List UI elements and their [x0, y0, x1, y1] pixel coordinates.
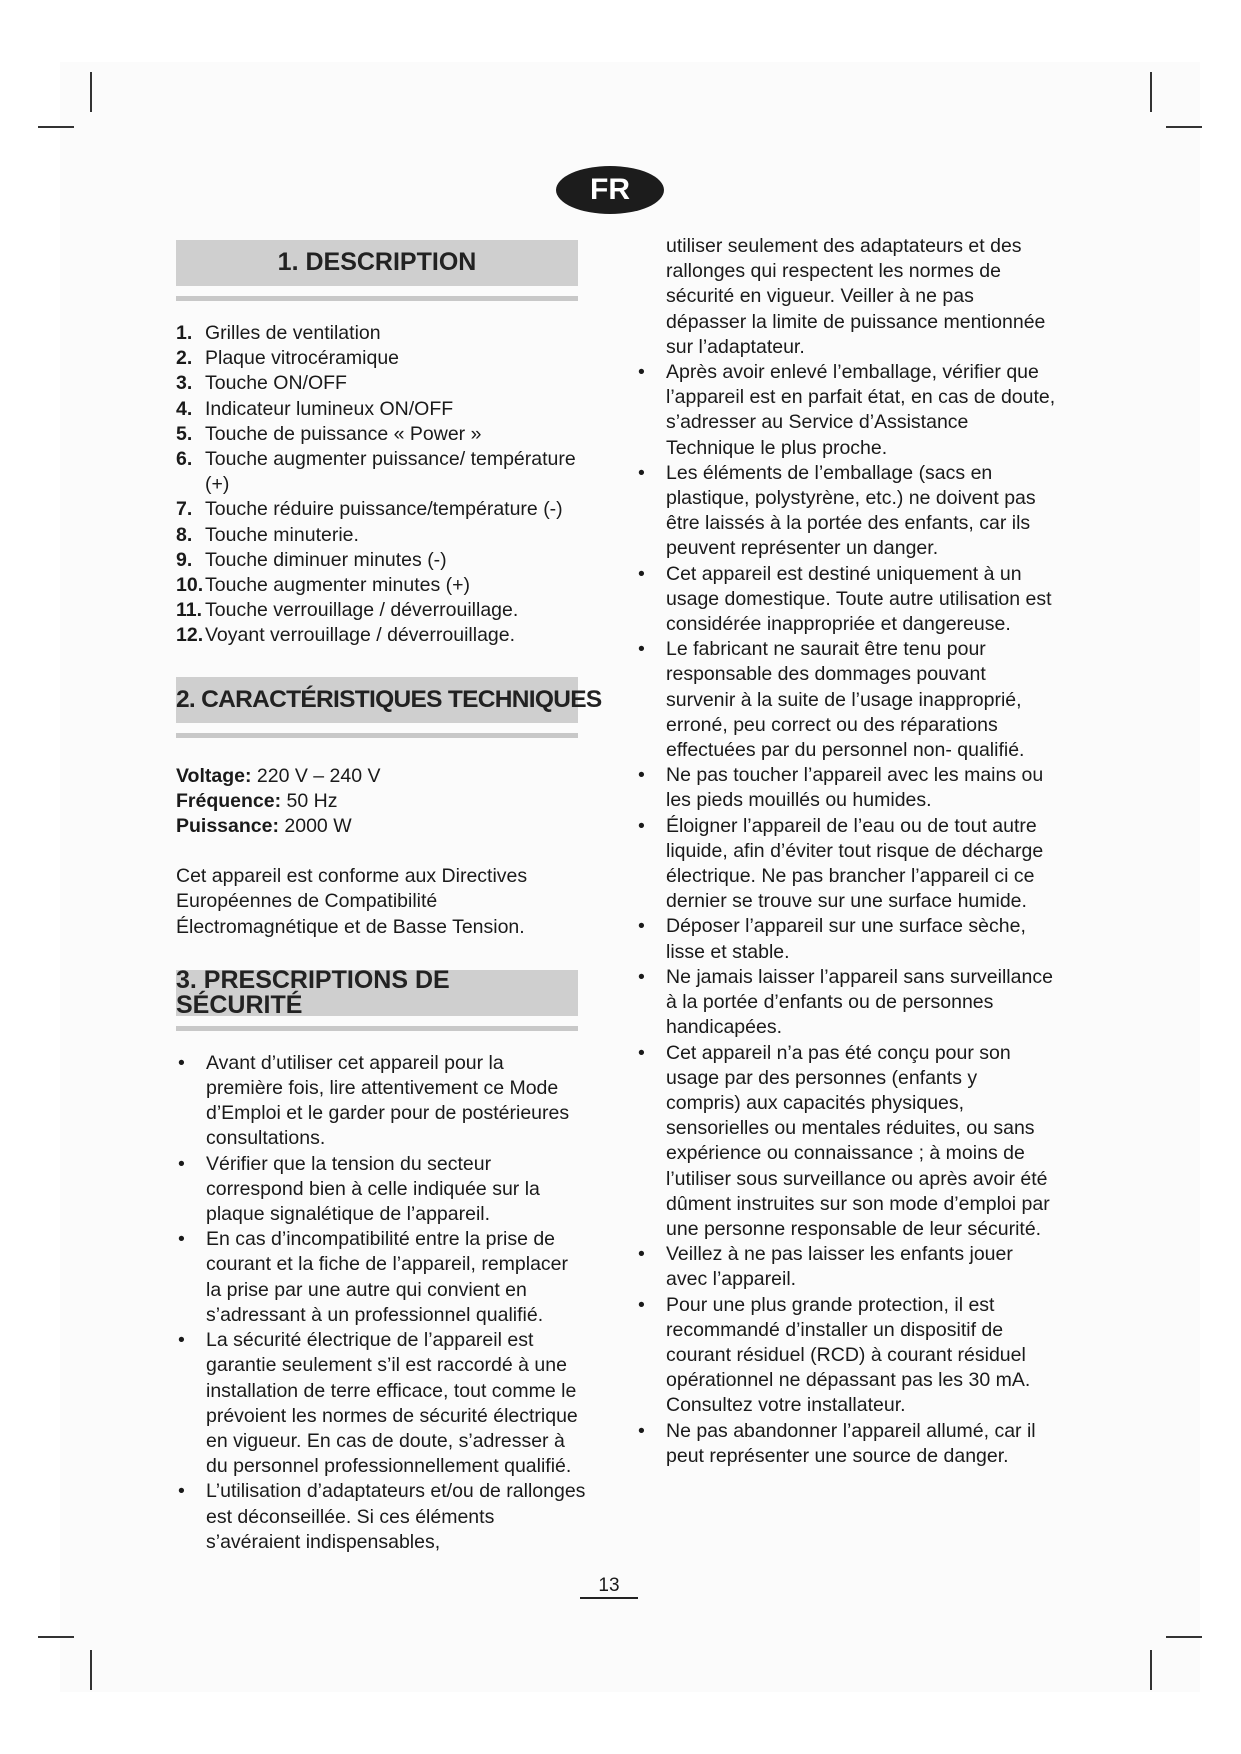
safety-bullet: [636, 1041, 1056, 1243]
section-heading-description: 1. DESCRIPTION: [176, 240, 578, 286]
item-number: 8.: [176, 523, 193, 546]
specs-block: [176, 764, 586, 840]
safety-bullet: [636, 1419, 1056, 1469]
bullet-text: Ne pas abandonner l’appareil allumé, car il peut représenter une source de danger.: [666, 1419, 1036, 1467]
item-number: 11.: [176, 599, 203, 622]
bullet-icon: •: [638, 461, 645, 484]
crop-mark: [1150, 1650, 1152, 1690]
bullet-icon: •: [178, 1329, 185, 1352]
left-column: [176, 240, 602, 1555]
spec-value: 220 V – 240 V: [256, 764, 381, 787]
crop-mark: [38, 1636, 74, 1638]
description-item: [176, 422, 586, 447]
language-badge: FR: [556, 166, 664, 214]
bullet-text: Cet appareil est destiné uniquement à un usage domestique. Toute autre utilisation est considérée inappropriée et dangereuse.: [666, 562, 1052, 636]
safety-bullet: [636, 763, 1056, 813]
crop-mark: [38, 126, 74, 128]
description-item: [176, 548, 586, 573]
item-text: Touche réduire puissance/température (-): [205, 498, 563, 521]
bullet-icon: •: [178, 1480, 185, 1503]
bullet-text: Ne jamais laisser l’appareil sans surveillance à la portée d’enfants ou de personnes handicapées.: [666, 965, 1053, 1039]
spec-label: Puissance:: [176, 815, 279, 838]
item-text: Plaque vitrocéramique: [205, 347, 400, 370]
item-number: 12.: [176, 624, 204, 647]
description-item: [176, 497, 586, 522]
description-item: [176, 371, 586, 396]
bullet-text: Après avoir enlevé l’emballage, vérifier que l’appareil est en parfait état, en cas de doute, s’adresser au Service d’Assistance Technique le plus proche.: [666, 361, 1056, 459]
safety-list-right: [636, 360, 1056, 1469]
section-heading-specs: 2. CARACTÉRISTIQUES TECHNIQUES: [176, 677, 578, 723]
bullet-icon: •: [638, 1293, 645, 1316]
bullet-icon: •: [638, 638, 645, 661]
description-item: [176, 598, 586, 623]
crop-mark: [90, 1650, 92, 1690]
crop-mark: [90, 72, 92, 112]
crop-mark: [1166, 1636, 1202, 1638]
item-text: Voyant verrouillage / déverrouillage.: [205, 624, 516, 647]
bullet-text: Avant d’utiliser cet appareil pour la première fois, lire attentivement ce Mode d’Emploi et le garder pour de postérieures consultations.: [206, 1051, 570, 1150]
safety-bullet: [176, 1227, 586, 1328]
item-number: 10.: [176, 574, 204, 597]
safety-bullet: [636, 461, 1056, 562]
description-item: [176, 346, 586, 371]
bullet-icon: •: [638, 1243, 645, 1266]
bullet-text: Veillez à ne pas laisser les enfants jouer avec l’appareil.: [666, 1243, 1013, 1291]
bullet-icon: •: [638, 764, 645, 787]
item-text: Touche minuterie.: [205, 523, 359, 546]
item-number: 6.: [176, 448, 193, 471]
safety-bullet: [636, 965, 1056, 1041]
heading-divider: [176, 296, 578, 301]
conformity-text: Cet appareil est conforme aux Directives Européennes de Compatibilité Électromagnétique et de Basse Tension.: [176, 865, 528, 938]
spec-label: Voltage:: [176, 764, 252, 787]
description-item: [176, 523, 586, 548]
item-number: 4.: [176, 397, 193, 420]
description-item: [176, 447, 586, 497]
item-text: Touche diminuer minutes (-): [205, 548, 447, 571]
safety-bullet: [176, 1051, 586, 1152]
description-list: [176, 321, 586, 649]
bullet-icon: •: [638, 965, 645, 988]
safety-bullet: [176, 1152, 586, 1228]
bullet-icon: •: [178, 1051, 185, 1074]
description-item: [176, 573, 586, 598]
bullet-text: La sécurité électrique de l’appareil est garantie seulement s’il est raccordé à une installation de terre efficace, tout comme le prévoient les normes de sécurité électrique en vigueur. En cas de doute, s’adresser à du personnel professionnellement qualifié.: [206, 1329, 578, 1478]
spec-value: 50 Hz: [286, 789, 338, 812]
safety-bullet: [636, 1293, 1056, 1419]
bullet-icon: •: [638, 915, 645, 938]
bullet-text: Cet appareil n’a pas été conçu pour son usage par des personnes (enfants y compris) aux capacités physiques, sensorielles ou mentales réduites, ou sans expérience ou connaissance ; à moins de l’utiliser sous surveillance ou après avoir été dûment instruites sur son mode d’emploi par une personne responsable de leur sécurité.: [666, 1041, 1050, 1240]
item-text: Indicateur lumineux ON/OFF: [205, 397, 454, 420]
item-text: Touche augmenter minutes (+): [205, 574, 471, 597]
safety-continuation: utiliser seulement des adaptateurs et des rallonges qui respectent les normes de sécurité en vigueur. Veiller à ne pas dépasser la limite de puissance mentionnée sur l’adaptateur.: [666, 235, 1046, 358]
bullet-text: Ne pas toucher l’appareil avec les mains ou les pieds mouillés ou humides.: [666, 764, 1044, 812]
item-text: Grilles de ventilation: [205, 322, 381, 344]
spec-power: [176, 814, 586, 839]
item-text: Touche augmenter puissance/ température (+): [205, 448, 576, 496]
bullet-icon: •: [178, 1228, 185, 1251]
item-text: Touche de puissance « Power »: [205, 422, 482, 445]
item-number: 7.: [176, 498, 193, 521]
bullet-text: En cas d’incompatibilité entre la prise de courant et la fiche de l’appareil, remplacer la prise par une autre qui convient en s’adressant à un professionnel qualifié.: [206, 1228, 569, 1326]
item-text: Touche ON/OFF: [205, 372, 347, 395]
section-heading-safety: 3. PRESCRIPTIONS DE SÉCURITÉ: [176, 970, 578, 1016]
spec-value: 2000 W: [284, 815, 352, 838]
bullet-text: Les éléments de l’emballage (sacs en plastique, polystyrène, etc.) ne doivent pas être laissés à la portée des enfants, car ils peuvent représenter un danger.: [666, 461, 1036, 560]
bullet-icon: •: [638, 1419, 645, 1442]
description-item: [176, 623, 586, 648]
safety-bullet: [636, 637, 1056, 763]
bullet-icon: •: [638, 814, 645, 837]
spec-frequency: [176, 789, 586, 814]
safety-bullet: [176, 1328, 586, 1479]
item-number: 9.: [176, 548, 193, 571]
page-number: 13: [580, 1575, 638, 1599]
item-number: 5.: [176, 422, 193, 445]
bullet-icon: •: [178, 1152, 185, 1175]
crop-mark: [1150, 72, 1152, 112]
right-column: [636, 234, 1056, 1469]
safety-bullet: [636, 914, 1056, 964]
heading-divider: [176, 1026, 578, 1031]
bullet-text: Pour une plus grande protection, il est recommandé d’installer un dispositif de courant résiduel (RCD) à courant résiduel opérationnel ne dépassant pas les 30 mA. Consultez votre installateur.: [666, 1293, 1031, 1417]
item-number: 2.: [176, 347, 193, 370]
safety-bullet: [636, 814, 1056, 915]
safety-bullet: [636, 562, 1056, 638]
spec-voltage: [176, 764, 586, 789]
safety-list-left: [176, 1051, 586, 1555]
spec-label: Fréquence:: [176, 789, 282, 812]
description-item: [176, 321, 586, 346]
item-number: 1.: [176, 322, 193, 344]
bullet-text: Le fabricant ne saurait être tenu pour responsable des dommages pouvant survenir à la suite de l’usage inapproprié, erroné, peu correct ou des réparations effectuées par du personnel non- qualifié.: [666, 638, 1025, 762]
bullet-icon: •: [638, 562, 645, 585]
bullet-text: L’utilisation d’adaptateurs et/ou de rallonges est déconseillée. Si ces éléments s’avéraient indispensables,: [206, 1480, 586, 1553]
bullet-text: Vérifier que la tension du secteur correspond bien à celle indiquée sur la plaque signalétique de l’appareil.: [206, 1152, 540, 1226]
heading-divider: [176, 733, 578, 738]
safety-bullet: [636, 1242, 1056, 1292]
bullet-icon: •: [638, 361, 645, 384]
bullet-text: Éloigner l’appareil de l’eau ou de tout autre liquide, afin d’éviter tout risque de décharge électrique. Ne pas brancher l’appareil ci ce dernier se trouve sur une surface humide.: [666, 814, 1044, 913]
crop-mark: [1166, 126, 1202, 128]
bullet-text: Déposer l’appareil sur une surface sèche, lisse et stable.: [666, 915, 1026, 963]
item-number: 3.: [176, 372, 193, 395]
description-item: [176, 397, 586, 422]
safety-bullet: [176, 1479, 586, 1555]
bullet-icon: •: [638, 1041, 645, 1064]
safety-bullet: [636, 360, 1056, 461]
item-text: Touche verrouillage / déverrouillage.: [205, 599, 519, 622]
